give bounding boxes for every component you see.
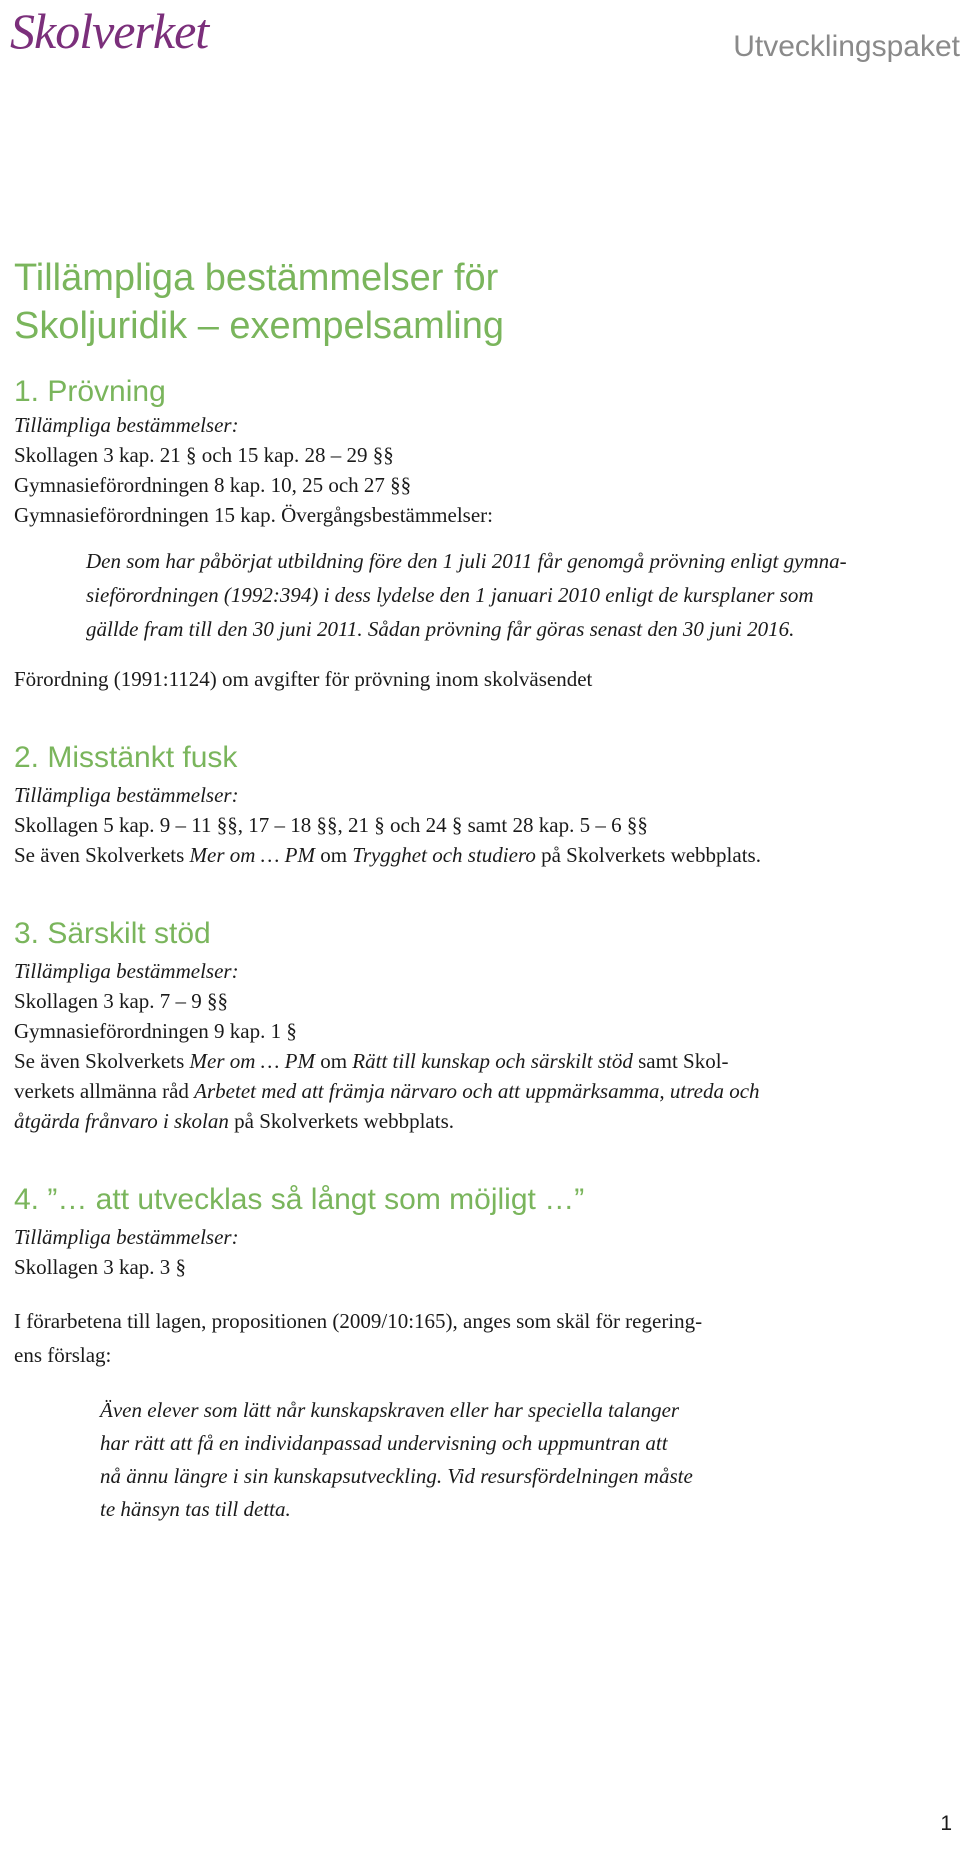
section-sarskilt-stod — [14, 916, 950, 1136]
quote-line: nå ännu längre i sin kunskapsutveckling. Vid resursfördelningen måste — [100, 1464, 693, 1488]
provision-line: Gymnasieförordningen 8 kap. 10, 25 och 27 §§ — [14, 473, 412, 497]
title-line-1: Tillämpliga bestämmelser för — [14, 257, 499, 299]
transitional-quote — [14, 544, 950, 646]
text-run: om — [314, 843, 353, 867]
text-run: Se även Skolverkets — [14, 1049, 190, 1073]
doc-reference: Rätt till kunskap och särskilt stöd — [352, 1049, 633, 1073]
doc-reference: Arbetet med att främja närvaro och att uppmärksamma, utreda och — [194, 1079, 760, 1103]
skolverket-logo: Skolverket — [10, 3, 209, 59]
reference-line — [14, 1076, 950, 1106]
bill-quote — [14, 1394, 950, 1526]
text-run: på Skolverkets webbplats. — [535, 843, 761, 867]
quote-line: Den som har påbörjat utbildning före den 1 juli 2011 får genomgå prövning enligt gymna- — [86, 549, 847, 573]
provision-line: Förordning (1991:1124) om avgifter för prövning inom skolväsendet — [14, 667, 593, 691]
section-utvecklas — [14, 1182, 950, 1526]
doc-reference: Trygghet och studiero — [352, 843, 536, 867]
reference-line — [14, 840, 950, 870]
provision-line: Gymnasieförordningen 9 kap. 1 § — [14, 1019, 297, 1043]
text-run: om — [314, 1049, 353, 1073]
provision-line: Skollagen 3 kap. 21 § och 15 kap. 28 – 29 §§ — [14, 443, 394, 467]
text-run: Se även Skolverkets — [14, 843, 190, 867]
provision-line: Skollagen 3 kap. 3 § — [14, 1255, 187, 1279]
text-run: samt Skol- — [632, 1049, 729, 1073]
section-heading: 3. Särskilt stöd — [14, 917, 211, 950]
section-provning — [14, 374, 950, 694]
quote-line: te hänsyn tas till detta. — [100, 1497, 291, 1521]
quote-line: sieförordningen (1992:394) i dess lydelse den 1 januari 2010 enligt de kursplaner som — [86, 583, 814, 607]
text-run: på Skolverkets webbplats. — [228, 1109, 454, 1133]
reference-line — [14, 1106, 950, 1136]
paragraph-line: ens förslag: — [14, 1343, 112, 1367]
text-run: verkets allmänna råd — [14, 1079, 195, 1103]
provisions-label: Tillämpliga bestämmelser: — [14, 783, 239, 807]
section-heading: 1. Prövning — [14, 375, 166, 408]
doc-reference: Mer om … PM — [189, 1049, 315, 1073]
header-title: Utvecklingspaket — [733, 30, 960, 63]
page-number: 1 — [940, 1812, 952, 1835]
section-heading: 2. Misstänkt fusk — [14, 741, 238, 774]
body-paragraph — [14, 1304, 950, 1372]
document-title — [14, 254, 614, 350]
paragraph-line: I förarbetena till lagen, propositionen (2009/10:165), anges som skäl för regering- — [14, 1309, 703, 1333]
section-heading: 4. ”… att utvecklas så långt som möjligt …” — [14, 1183, 585, 1216]
reference-line — [14, 1046, 950, 1076]
quote-line: gällde fram till den 30 juni 2011. Sådan prövning får göras senast den 30 juni 2016. — [86, 617, 795, 641]
provision-line: Gymnasieförordningen 15 kap. Övergångsbestämmelser: — [14, 503, 493, 527]
provisions-label: Tillämpliga bestämmelser: — [14, 413, 239, 437]
document-body — [14, 254, 950, 1526]
doc-reference: åtgärda frånvaro i skolan — [14, 1109, 229, 1133]
title-line-2: Skoljuridik – exempelsamling — [14, 305, 504, 347]
provisions-label: Tillämpliga bestämmelser: — [14, 1225, 239, 1249]
quote-line: har rätt att få en individanpassad undervisning och uppmuntran att — [100, 1431, 668, 1455]
provisions-label: Tillämpliga bestämmelser: — [14, 959, 239, 983]
doc-reference: Mer om … PM — [189, 843, 315, 867]
provision-line: Skollagen 5 kap. 9 – 11 §§, 17 – 18 §§, 21 § och 24 § samt 28 kap. 5 – 6 §§ — [14, 813, 648, 837]
quote-line: Även elever som lätt når kunskapskraven eller har speciella talanger — [100, 1398, 680, 1422]
provision-line: Skollagen 3 kap. 7 – 9 §§ — [14, 989, 229, 1013]
section-misstankt-fusk — [14, 740, 950, 870]
